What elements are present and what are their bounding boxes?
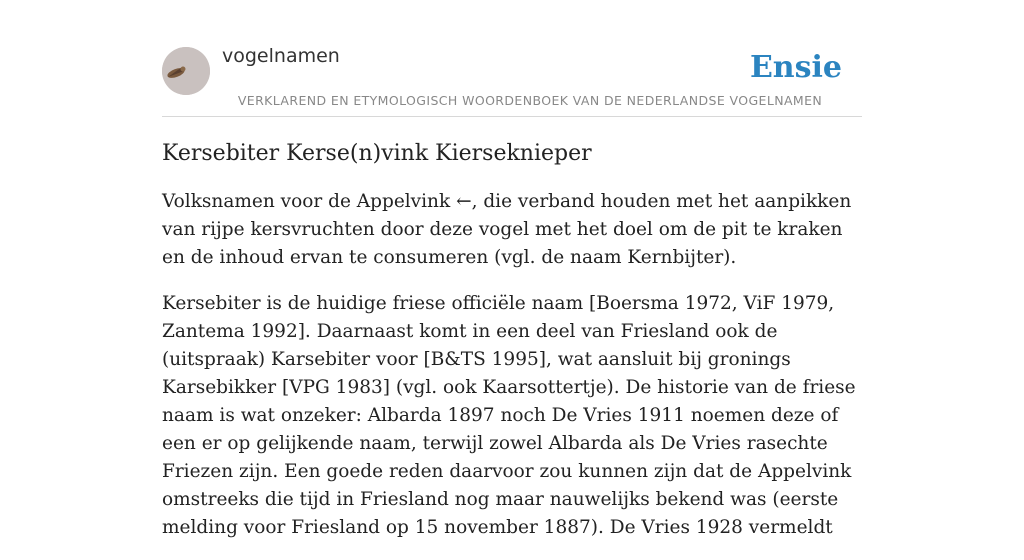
paragraph-text: , die verband houden met het aanpikken van rijpe kersvruchten door deze vogel met het doel om de pit te kraken en de inhoud ervan te consumeren (vgl. de naam Kernbijter).	[162, 191, 852, 268]
site-header	[162, 44, 862, 117]
bird-photo-icon	[162, 47, 210, 95]
article-paragraph-1	[162, 188, 862, 272]
site-subtitle: VERKLAREND EN ETYMOLOGISCH WOORDENBOEK VAN DE NEDERLANDSE VOGELNAMEN	[237, 93, 823, 108]
site-name-link[interactable]: vogelnamen	[222, 45, 340, 67]
page-title: Kersebiter Kerse(n)vink Kierseknieper	[162, 141, 592, 166]
article-paragraph-2: Kersebiter is de huidige friese officiële naam [Boersma 1972, ViF 1979, Zantema 1992]. Daarnaast komt in een deel van Friesland ook de (uitspraak) Karsebiter voor [B&TS 1995], wat aansluit bij gronings Karsebikker [VPG 1983] (vgl. ook Kaarsottertje). De historie van de friese naam is wat onzeker: Albarda 1897 noch De Vries 1911 noemen deze of een er op gelijkende naam, terwijl zowel Albarda als De Vries rasechte Friezen zijn. Een goede reden daarvoor zou kunnen zijn dat de Appelvink omstreeks die tijd in Friesland nog maar nauwelijks bekend was (eerste melding voor Friesland op 15 november 1887). De Vries 1928 vermeldt	[162, 293, 856, 538]
paragraph-text: Volksnamen voor de Appelvink	[162, 191, 457, 212]
brand-logo-link[interactable]: Ensie	[749, 50, 842, 85]
left-arrow-icon[interactable]: ←	[456, 191, 472, 212]
article	[162, 138, 862, 560]
avatar[interactable]	[162, 47, 210, 95]
